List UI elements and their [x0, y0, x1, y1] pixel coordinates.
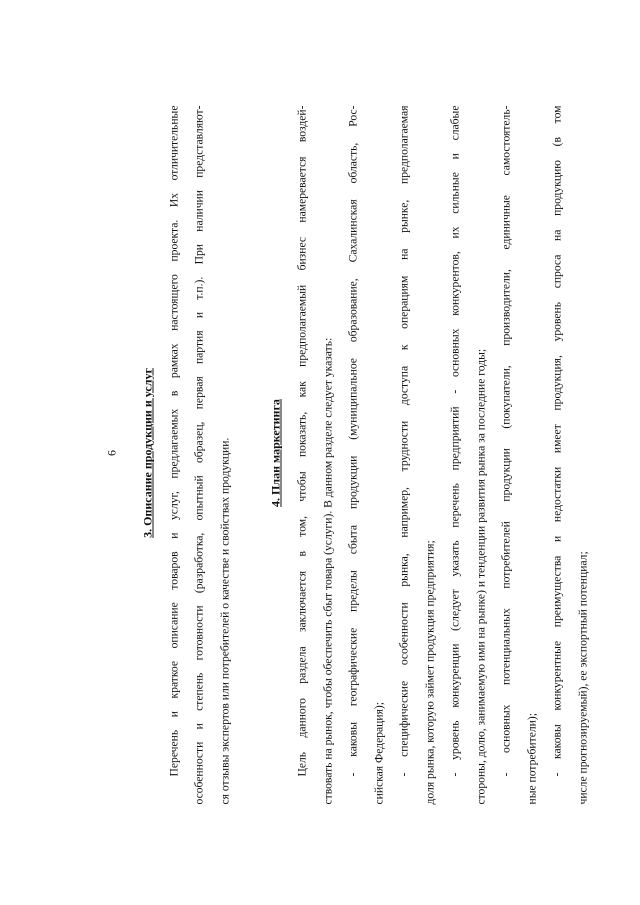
- page-number: 6: [104, 449, 118, 456]
- section-4-line-6: доля рынка, которую займет продукция предприятия;: [423, 539, 436, 804]
- section-4-line-12: числе прогнозируемый), ее экспортный потенциал;: [576, 550, 589, 804]
- rotated-page: [85, 65, 589, 840]
- section-4-line-9: - основных потенциальных потребителей продукции (покупатели, производители, единичные самостоятель-: [499, 105, 512, 776]
- section-4-line-3: - каковы географические пределы сбыта продукции (муниципальное образование, Сахалинская область, Рос-: [346, 105, 359, 776]
- section-4-line-10: ные потребители);: [525, 712, 538, 804]
- section-4-line-1: Цель данного раздела заключается в том, чтобы показать, как предполагаемый бизнес намеревается воздей-: [295, 105, 308, 776]
- section-4-line-8: стороны, долю, занимаемую ими на рынке) и тенденции развития рынка за последние годы;: [474, 348, 487, 804]
- section-4-line-7: - уровень конкуренции (следует указать перечень предприятий - основных конкурентов, их сильные и слабые: [448, 105, 461, 776]
- section-4-line-11: - каковы конкурентные преимущества и недостатки имеет продукция, уровень спроса на продукцию (в том: [550, 105, 563, 776]
- section-3-line-3: ся отзывы экспертов или потребителей о качестве и свойствах продукции.: [218, 437, 231, 804]
- section-4-line-5: - специфические особенности рынка, например, трудности доступа к операциям на рынке, предполагаемая: [397, 105, 410, 776]
- section-3-heading: 3. Описание продукции и услуг: [140, 367, 154, 538]
- section-4-heading: 4. План маркетинга: [268, 398, 282, 507]
- section-4-line-4: сийская Федерация);: [372, 701, 385, 804]
- section-4-line-2: ствовать на рынок, чтобы обеспечить сбыт товара (услуги). В данном разделе следует указать:: [321, 337, 334, 804]
- section-3-line-2: особенности и степень готовности (разработка, опытный образец, первая партия и т.п.). При наличии представляют-: [192, 105, 205, 804]
- section-3-line-1: Перечень и краткое описание товаров и услуг, предлагаемых в рамках настоящего проекта. Их отличительные: [167, 105, 180, 776]
